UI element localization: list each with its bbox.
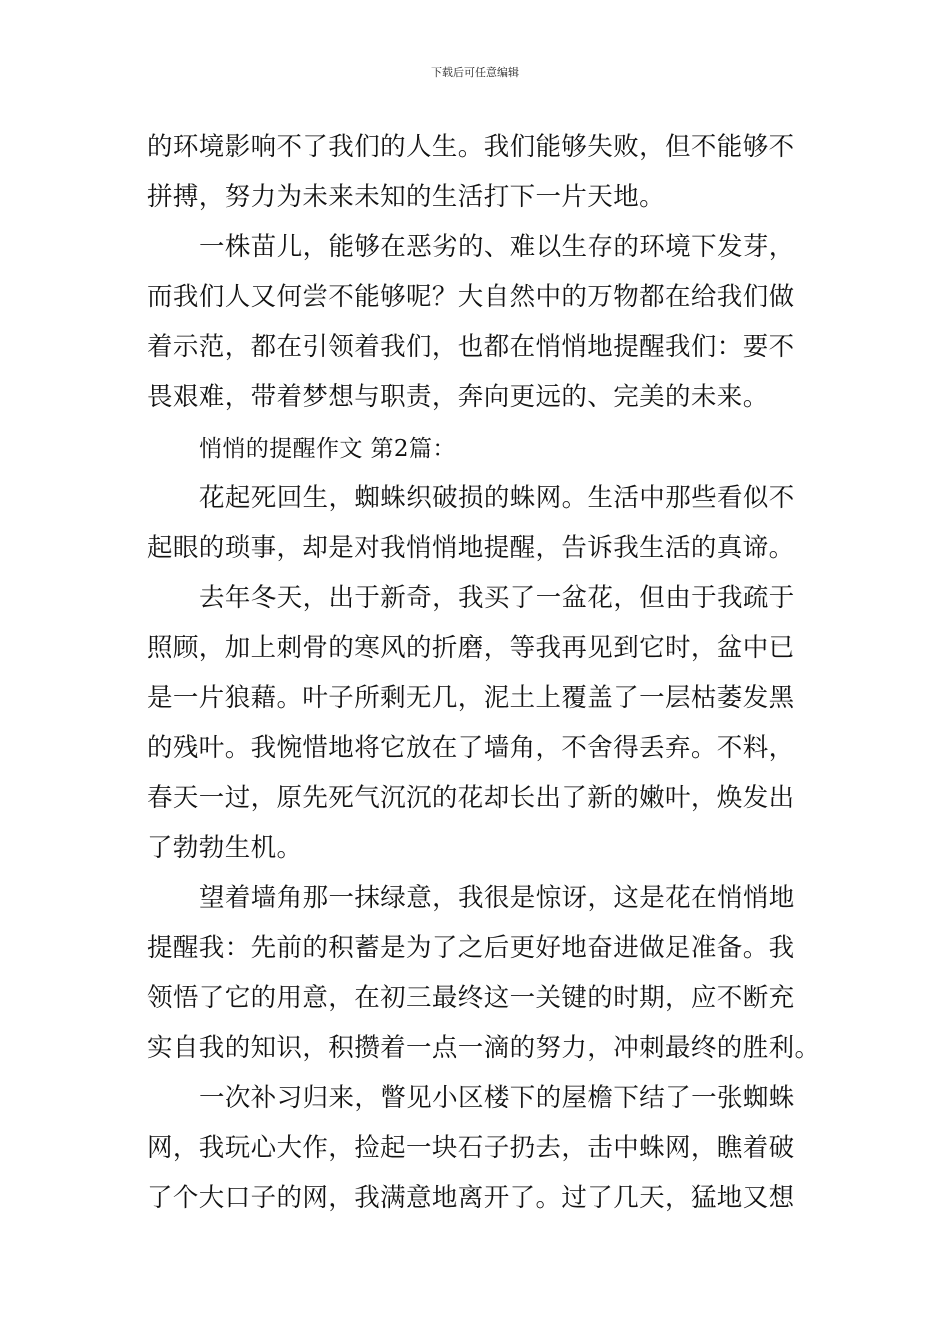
text-line: 的残叶。我惋惜地将它放在了墙角，不舍得丢弃。不料， xyxy=(147,733,795,763)
text-line: 春天一过，原先死气沉沉的花却长出了新的嫩叶，焕发出 xyxy=(147,783,795,813)
text-line: 是一片狼藉。叶子所剩无几，泥土上覆盖了一层枯萎发黑 xyxy=(147,683,795,713)
text-line: 照顾，加上刺骨的寒风的折磨，等我再见到它时，盆中已 xyxy=(147,633,795,663)
text-line: 网，我玩心大作，捡起一块石子扔去，击中蛛网，瞧着破 xyxy=(147,1133,795,1163)
text-line: 一株苗儿，能够在恶劣的、难以生存的环境下发芽， xyxy=(199,232,795,262)
text-line: 望着墙角那一抹绿意，我很是惊讶，这是花在悄悄地 xyxy=(199,883,795,913)
text-line: 拼搏，努力为未来未知的生活打下一片天地。 xyxy=(147,182,666,212)
text-line: 了勃勃生机。 xyxy=(147,833,303,863)
text-line: 着示范，都在引领着我们，也都在悄悄地提醒我们：要不 xyxy=(147,332,795,362)
text-line: 了个大口子的网，我满意地离开了。过了几天，猛地又想 xyxy=(147,1183,795,1213)
page-header: 下载后可任意编辑 xyxy=(431,66,519,79)
text-line: 的环境影响不了我们的人生。我们能够失败，但不能够不 xyxy=(147,132,795,162)
text-line: 畏艰难，带着梦想与职责，奔向更远的、完美的未来。 xyxy=(147,382,769,412)
text-line: 去年冬天，出于新奇，我买了一盆花，但由于我疏于 xyxy=(199,583,795,613)
text-line: 花起死回生，蜘蛛织破损的蛛网。生活中那些看似不 xyxy=(199,483,795,513)
text-line: 一次补习归来，瞥见小区楼下的屋檐下结了一张蜘蛛 xyxy=(199,1083,795,1113)
text-line: 提醒我：先前的积蓄是为了之后更好地奋进做足准备。我 xyxy=(147,933,795,963)
section-title: 悄悄的提醒作文 第2篇： xyxy=(199,436,456,462)
text-line: 领悟了它的用意，在初三最终这一关键的时期，应不断充 xyxy=(147,983,795,1013)
text-line: 起眼的琐事，却是对我悄悄地提醒，告诉我生活的真谛。 xyxy=(147,533,795,563)
text-line: 而我们人又何尝不能够呢？大自然中的万物都在给我们做 xyxy=(147,282,795,312)
text-line: 实自我的知识，积攒着一点一滴的努力，冲刺最终的胜利。 xyxy=(147,1033,821,1063)
